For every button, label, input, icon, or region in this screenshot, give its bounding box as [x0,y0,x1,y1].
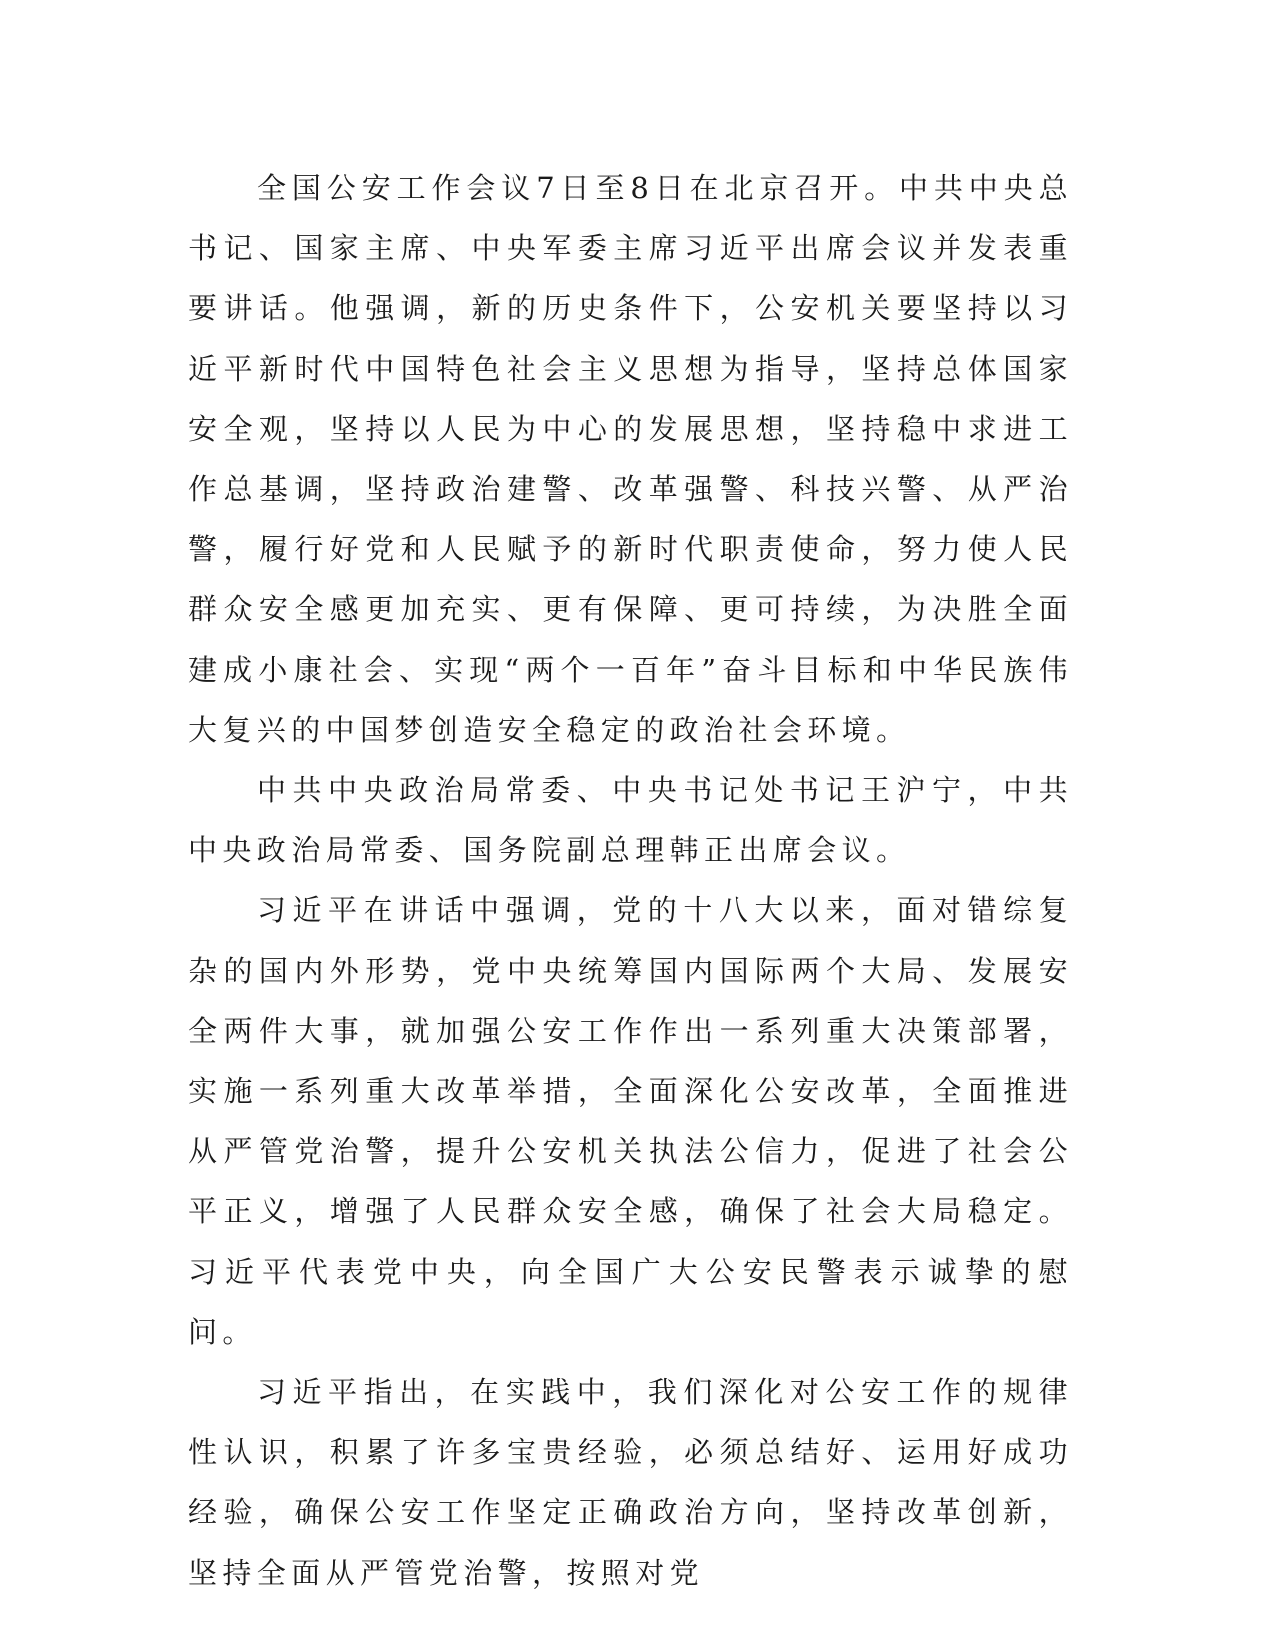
paragraph-2: 中共中央政治局常委、中央书记处书记王沪宁，中共中央政治局常委、国务院副总理韩正出席会议。 [188,773,1073,868]
article-body [188,158,1073,1603]
paragraph-4: 习近平指出，在实践中，我们深化对公安工作的规律性认识，积累了许多宝贵经验，必须总结好、运用好成功经验，确保公安工作坚定正确政治方向，坚持改革创新，坚持全面从严管党治警，按照对党 [188,1375,1073,1590]
paragraph-3: 习近平在讲话中强调，党的十八大以来，面对错综复杂的国内外形势，党中央统筹国内国际两个大局、发展安全两件大事，就加强公安工作作出一系列重大决策部署，实施一系列重大改革举措，全面深化公安改革，全面推进从严管党治警，提升公安机关执法公信力，促进了社会公平正义，增强了人民群众安全感，确保了社会大局稳定。习近平代表党中央，向全国广大公安民警表示诚挚的慰问。 [188,893,1073,1349]
paragraph-1: 全国公安工作会议7日至8日在北京召开。中共中央总书记、国家主席、中央军委主席习近平出席会议并发表重要讲话。他强调，新的历史条件下，公安机关要坚持以习近平新时代中国特色社会主义思想为指导，坚持总体国家安全观，坚持以人民为中心的发展思想，坚持稳中求进工作总基调，坚持政治建警、改革强警、科技兴警、从严治警，履行好党和人民赋予的新时代职责使命，努力使人民群众安全感更加充实、更有保障、更可持续，为决胜全面建成小康社会、实现“两个一百年”奋斗目标和中华民族伟大复兴的中国梦创造安全稳定的政治社会环境。 [188,171,1073,747]
